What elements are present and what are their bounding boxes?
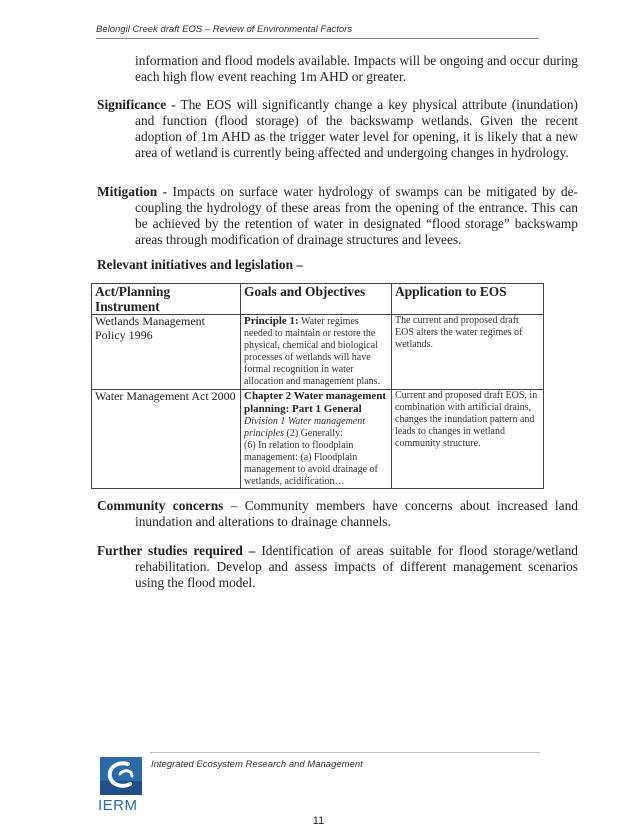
mitigation-label: Mitigation - xyxy=(97,184,168,199)
table-header-goals: Goals and Objectives xyxy=(241,284,392,315)
table-row xyxy=(92,315,544,390)
goal-floodplain-text: (6) In relation to floodplain management: (a) Floodplain management to avoid drainage of wetlands, acidification… xyxy=(244,439,378,488)
community-paragraph xyxy=(97,498,578,530)
goal-principle-label: Principle 1: xyxy=(244,315,299,327)
goal-principle-text: Water regimes needed to maintain or restore the physical, chemical and biological processes of wetlands will have formal recognition in water allocation and management plans. xyxy=(244,316,381,388)
further-studies-paragraph xyxy=(97,543,578,591)
relevant-heading: Relevant initiatives and legislation – xyxy=(97,257,304,272)
significance-label: Significance - xyxy=(97,97,176,112)
page-number: 11 xyxy=(312,815,325,827)
table-header-application: Application to EOS xyxy=(392,284,544,315)
legislation-table xyxy=(91,283,544,489)
goal-chapter-label: Chapter 2 Water management planning: Part 1 General xyxy=(244,389,387,415)
further-studies-text: Identification of areas suitable for flood storage/wetland rehabilitation. Develop and assess impacts of different management scenarios using the flood model. xyxy=(135,543,579,590)
table-cell-instrument: Wetlands Management Policy 1996 xyxy=(92,315,241,390)
footer-org-name: Integrated Ecosystem Research and Management xyxy=(151,759,363,770)
table-header-instrument: Act/Planning Instrument xyxy=(92,284,241,315)
running-header: Belongil Creek draft EOS – Review of Environmental Factors xyxy=(96,24,353,35)
footer-rule xyxy=(150,752,540,753)
logo-text: IERM xyxy=(98,797,138,814)
header-rule xyxy=(96,38,539,39)
table-cell-application: Current and proposed draft EOS, in combination with artificial drains, changes the inundation pattern and leads to changes in wetland community structure. xyxy=(392,389,544,489)
mitigation-text: Impacts on surface water hydrology of swamps can be mitigated by de-coupling the hydrology of these areas from the opening of the entrance. This can be achieved by the retention of water in designated “flood storage” backswamp areas through modification of drainage structures and levees. xyxy=(135,184,578,247)
goal-division-text: Division 1 Water management principles xyxy=(244,415,366,439)
table-row xyxy=(92,389,544,489)
table-header-row xyxy=(92,284,544,315)
table-cell-goals xyxy=(241,315,392,390)
significance-text: The EOS will significantly change a key physical attribute (inundation) and function (flood storage) of the backswamp wetlands. Given the recent adoption of 1m AHD as the trigger water level for opening, it is likely that a new area of wetland is currently being affected and undergoing changes in hydrology. xyxy=(135,97,578,160)
table-cell-instrument: Water Management Act 2000 xyxy=(92,389,241,489)
community-label: Community concerns xyxy=(97,498,224,513)
continuation-paragraph: information and flood models available. Impacts will be ongoing and occur during each high flow event reaching 1m AHD or greater. xyxy=(135,53,578,84)
goal-generally-text: (2) Generally: xyxy=(284,427,343,439)
mitigation-paragraph xyxy=(97,184,578,248)
table-cell-application: The current and proposed draft EOS alters the water regimes of wetlands. xyxy=(392,315,544,390)
community-text: – Community members have concerns about increased land inundation and alterations to drainage channels. xyxy=(135,498,578,529)
further-studies-label: Further studies required – xyxy=(97,543,256,558)
table-cell-goals xyxy=(241,389,392,489)
significance-paragraph xyxy=(97,97,578,161)
